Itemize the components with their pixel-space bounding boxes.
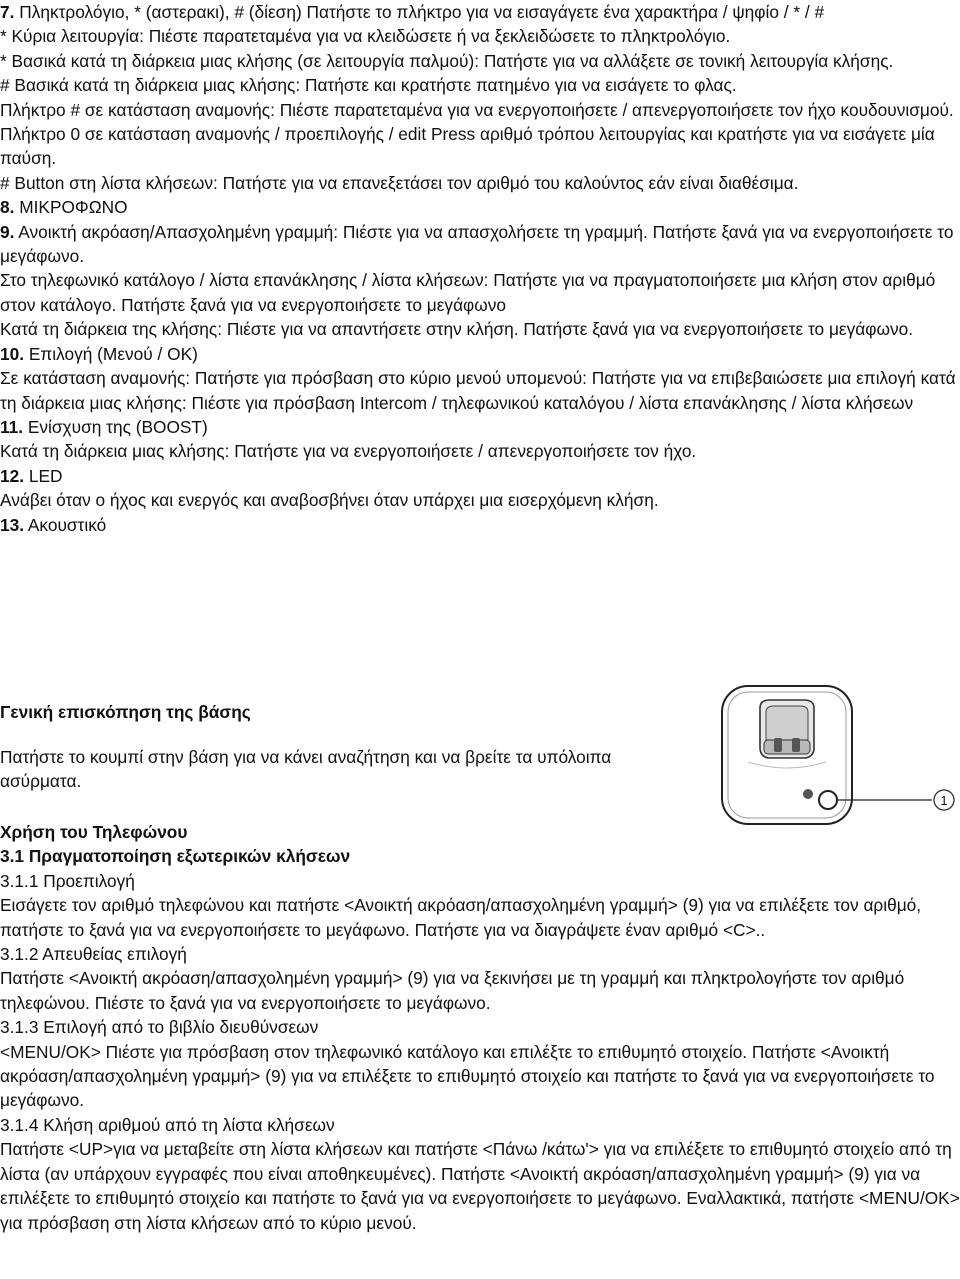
paragraph-text: Κατά τη διάρκεια της κλήσης: Πιέστε για να απαντήσετε στην κλήση. Πατήστε ξανά για να ενεργοποιήσετε το μεγάφωνο. bbox=[0, 319, 913, 340]
brand-logo-icon bbox=[803, 789, 813, 799]
paragraph-text: Εισάγετε τον αριθμό τηλεφώνου και πατήστε <Ανοικτή ακρόαση/απασχολημένη γραμμή> (9) για να επιλέξετε τον αριθμό, πατήστε το ξανά για να ενεργοποιήσετε το μεγάφωνο. Πατήστε για να διαγράψετε έναν αριθμό <C>.. bbox=[0, 895, 922, 940]
paragraph bbox=[0, 439, 960, 463]
keypad-description bbox=[0, 0, 960, 537]
paragraph bbox=[0, 98, 960, 122]
item-heading: 3.1.1 Προεπιλογή bbox=[0, 870, 135, 891]
item-number: 13. bbox=[0, 514, 25, 535]
paragraph-text: * Κύρια λειτουργία: Πιέστε παρατεταμένα για να κλειδώσετε ή να ξεκλειδώσετε το πληκτρολόγιο. bbox=[0, 26, 731, 47]
paragraph bbox=[0, 220, 960, 269]
item-number: 8. bbox=[0, 197, 15, 218]
paragraph-text: ΜΙΚΡΟΦΩΝΟ bbox=[14, 197, 128, 218]
section-title: Γενική επισκόπηση της βάσης bbox=[0, 702, 251, 722]
paragraph bbox=[0, 24, 960, 48]
paragraph-text: <MENU/OK> Πιέστε για πρόσβαση στον τηλεφωνικό κατάλογο και επιλέξτε το επιθυμητό στοιχείο. Πατήστε <Ανοικτή ακρόαση/απασχολημένη γραμμή> (9) για να επιλέξετε το επιθυμητό στοιχείο και πατήστε το ξανά για να ενεργοποιήσετε το μεγάφωνο. bbox=[0, 1041, 935, 1111]
item-number: 11. bbox=[0, 416, 24, 437]
paragraph bbox=[0, 0, 960, 24]
item-number: 10. bbox=[0, 343, 25, 364]
paragraph-text: Πατήστε <Ανοικτή ακρόαση/απασχολημένη γραμμή> (9) για να ξεκινήσει με τη γραμμή και πληκτρολογήστε τον αριθμό τηλεφώνου. Πιέστε το ξανά για να ενεργοποιήσετε το μεγάφωνο. bbox=[0, 968, 905, 1013]
base-station-illustration bbox=[720, 678, 960, 828]
base-station-image bbox=[720, 678, 960, 828]
paragraph-text: Πλήκτρο 0 σε κατάσταση αναμονής / προεπιλογής / edit Press αριθμό τρόπου λειτουργίας και κρατήστε για να εισάγετε μία παύση. bbox=[0, 124, 935, 169]
base-overview-text bbox=[0, 745, 680, 794]
paragraph-text: Πληκτρολόγιο, * (αστερακι), # (δίεση) Πατήστε το πλήκτρο για να εισαγάγετε ένα χαρακτήρα / ψηφίο / * / # bbox=[14, 2, 825, 22]
paragraph-text: Στο τηλεφωνικό κατάλογο / λίστα επανάκλησης / λίστα κλήσεων: Πατήστε για να πραγματοποιήσετε μια κλήση στον αριθμό στον κατάλογο. Πατήστε ξανά για να ενεργοποιήσετε το μεγάφωνο bbox=[0, 270, 936, 315]
paragraph bbox=[0, 342, 960, 366]
item-heading: 3.1.4 Κλήση αριθμού από τη λίστα κλήσεων bbox=[0, 1114, 335, 1135]
paragraph-text: Ανοικτή ακρόαση/Απασχολημένη γραμμή: Πιέστε για να απασχολήσετε τη γραμμή. Πατήστε ξανά για να ενεργοποιήσετε το μεγάφωνο. bbox=[0, 221, 954, 267]
item-number: 9. bbox=[0, 221, 15, 242]
callout-number: 1 bbox=[940, 793, 948, 808]
paragraph bbox=[0, 73, 960, 97]
paragraph bbox=[0, 513, 960, 537]
paragraph-text: Πλήκτρο # σε κατάσταση αναμονής: Πιέστε παρατεταμένα για να ενεργοποιήσετε / απενεργοποιήσετε τον ήχο κουδουνισμού. bbox=[0, 99, 954, 120]
paragraph-text: Ακουστικό bbox=[24, 514, 107, 535]
paragraph bbox=[0, 317, 960, 341]
paragraph bbox=[0, 415, 960, 439]
subsection-title: 3.1 Πραγματοποίηση εξωτερικών κλήσεων bbox=[0, 846, 351, 867]
paragraph-text: # Βασικά κατά τη διάρκεια μιας κλήσης: Πατήστε και κρατήστε πατημένο για να εισάγετε το φλας. bbox=[0, 75, 737, 96]
paragraph bbox=[0, 488, 960, 512]
item-heading: 3.1.3 Επιλογή από το βιβλίο διευθύνσεων bbox=[0, 1017, 319, 1038]
paragraph-text: Ανάβει όταν ο ήχος και ενεργός και αναβοσβήνει όταν υπάρχει μια εισερχόμενη κλήση. bbox=[0, 490, 659, 511]
paragraph-text: Σε κατάσταση αναμονής: Πατήστε για πρόσβαση στο κύριο μενού υπομενού: Πατήστε για να επιβεβαιώσετε μια επιλογή κατά τη διάρκεια μιας κλήσης: Πιέστε για πρόσβαση Intercom / τηλεφωνικού καταλόγου / λίστα επανάκλησης / λίστα κλήσεων bbox=[0, 368, 956, 413]
paragraph bbox=[0, 171, 960, 195]
paragraph-text: Πατήστε το κουμπί στην βάση για να κάνει αναζήτηση και να βρείτε τα υπόλοιπα ασύρματα. bbox=[0, 747, 612, 792]
paragraph-text: Ενίσχυση της (BOOST) bbox=[23, 416, 208, 437]
paragraph bbox=[0, 49, 960, 73]
item-heading: 3.1.2 Απευθείας επιλογή bbox=[0, 944, 187, 965]
item-number: 12. bbox=[0, 465, 25, 486]
base-overview-heading bbox=[0, 700, 680, 724]
paragraph-text: Κατά τη διάρκεια μιας κλήσης: Πατήστε για να ενεργοποιήσετε / απενεργοποιήσετε τον ήχο. bbox=[0, 441, 697, 462]
item-number: 7. bbox=[0, 2, 15, 22]
paragraph bbox=[0, 464, 960, 488]
paragraph-text: Επιλογή (Μενού / OK) bbox=[24, 343, 198, 364]
phone-usage-section bbox=[0, 820, 960, 1235]
paragraph bbox=[0, 366, 960, 415]
paragraph bbox=[0, 122, 960, 171]
section-title: Χρήση του Τηλεφώνου bbox=[0, 822, 188, 842]
paragraph-text: * Βασικά κατά τη διάρκεια μιας κλήσης (σε λειτουργία παλμού): Πατήστε για να αλλάξετε σε τονική λειτουργία κλήσης. bbox=[0, 50, 894, 71]
paragraph bbox=[0, 268, 960, 317]
paragraph-text: Πατήστε <UP>για να μεταβείτε στη λίστα κλήσεων και πατήστε <Πάνω /κάτω'> για να επιλέξετε το επιθυμητό στοιχείο από τη λίστα (αν υπάρχουν εγγραφές που είναι αποθηκευμένες). Πατήστε <Ανοικτή ακρόαση/απασχολημένη γραμμή> (9) για να επιλέξετε το επιθυμητό στοιχείο και πατήστε το ξανά για να ενεργοποιήσετε το μεγάφωνο. Εναλλακτικά, πατήστε <MENU/OK> για πρόσβαση στη λίστα κλήσεων από το κύριο μενού. bbox=[0, 1139, 960, 1233]
paragraph-text: LED bbox=[24, 465, 63, 486]
page-button-icon bbox=[819, 791, 837, 809]
paragraph-text: # Button στη λίστα κλήσεων: Πατήστε για να επανεξετάσει τον αριθμό του καλούντος εάν είναι διαθέσιμα. bbox=[0, 172, 799, 193]
paragraph bbox=[0, 195, 960, 219]
